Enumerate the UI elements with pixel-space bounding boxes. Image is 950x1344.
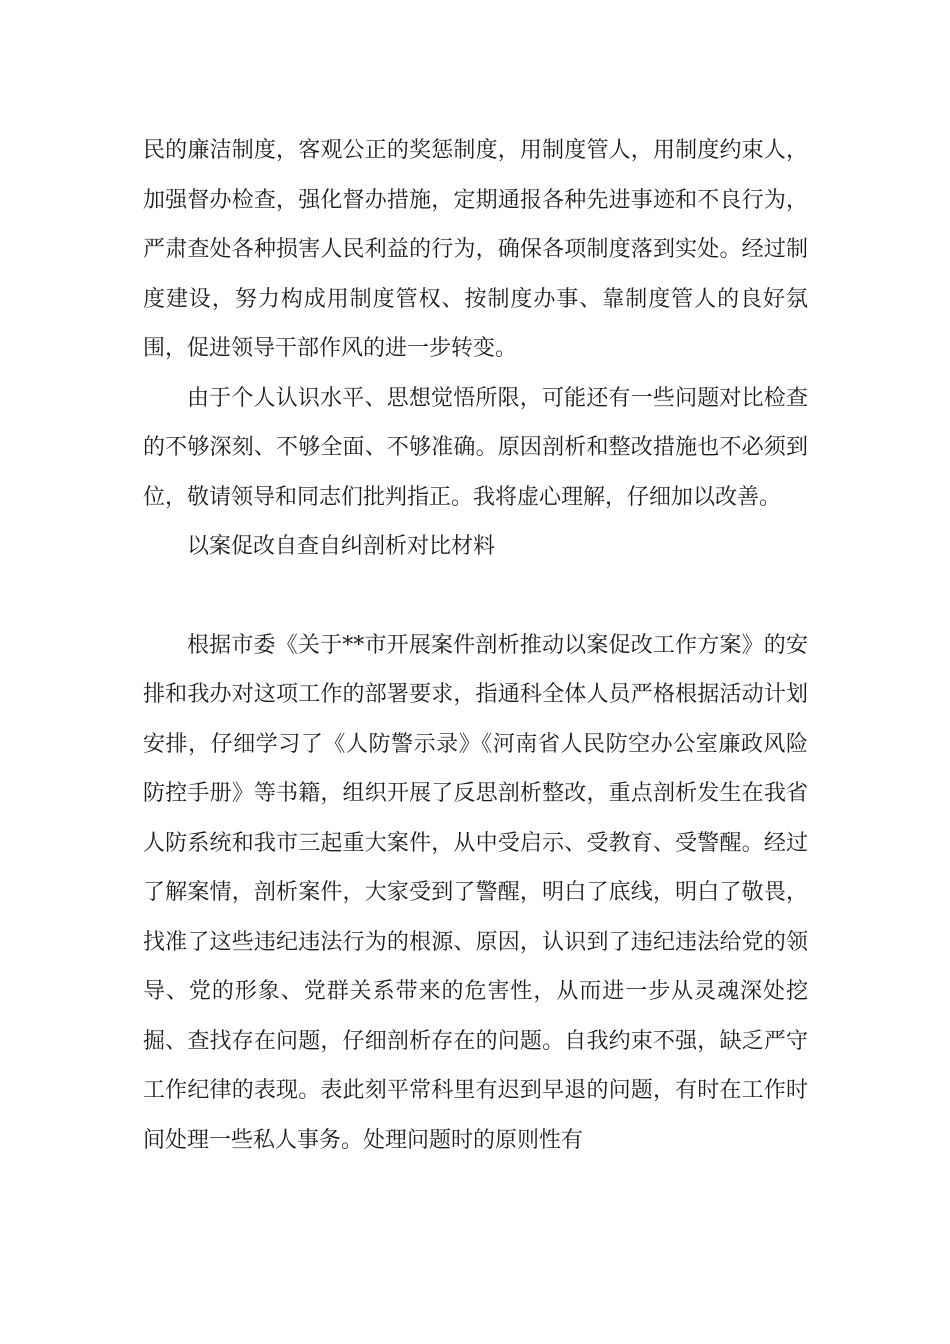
document-body [143, 126, 808, 1165]
paragraph-self-criticism: 由于个人认识水平、思想觉悟所限，可能还有一些问题对比检查的不够深刻、不够全面、不够准确。原因剖析和整改措施也不必须到位，敬请领导和同志们批判指正。我将虚心理解，仔细加以改善。 [143, 385, 808, 510]
section-heading: 以案促改自查自纠剖析对比材料 [187, 534, 496, 559]
blank-line [143, 572, 808, 621]
paragraph-case-analysis: 根据市委《关于**市开展案件剖析推动以案促改工作方案》的安排和我办对这项工作的部署要求，指通科全体人员严格根据活动计划安排，仔细学习了《人防警示录》《河南省人民防空办公室廉政风险防控手册》等书籍，组织开展了反思剖析整改，重点剖析发生在我省人防系统和我市三起重大案件，从中受启示、受教育、受警醒。经过了解案情，剖析案件，大家受到了警醒，明白了底线，明白了敬畏，找准了这些违纪违法行为的根源、原因，认识到了违纪违法给党的领导、党的形象、党群关系带来的危害性，从而进一步从灵魂深处挖掘、查找存在问题，仔细剖析存在的问题。自我约束不强，缺乏严守工作纪律的表现。表此刻平常科里有迟到早退的问题，有时在工作时间处理一些私人事务。处理问题时的原则性有 [143, 632, 808, 1153]
paragraph-continuation: 民的廉洁制度，客观公正的奖惩制度，用制度管人，用制度约束人，加强督办检查，强化督办措施，定期通报各种先进事迹和不良行为，严肃查处各种损害人民利益的行为，确保各项制度落到实处。经过制度建设，努力构成用制度管权、按制度办事、靠制度管人的良好氛围，促进领导干部作风的进一步转变。 [143, 138, 808, 361]
